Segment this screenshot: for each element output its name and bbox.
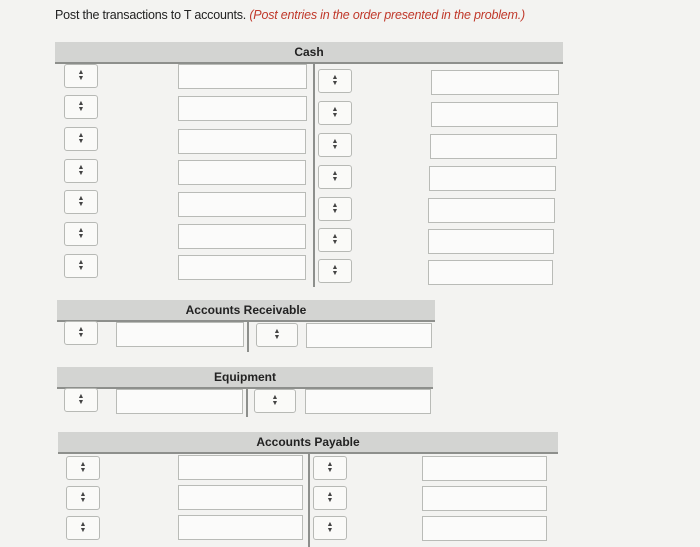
select-arrows-icon: ▲ ▼	[331, 74, 339, 87]
t-account-title: Cash	[55, 42, 563, 64]
credit-transaction-select[interactable]	[318, 197, 352, 221]
credit-transaction-select[interactable]	[318, 228, 352, 252]
credit-amount-input[interactable]	[431, 102, 558, 127]
select-arrows-icon: ▲ ▼	[77, 326, 85, 339]
credit-transaction-select[interactable]	[313, 456, 347, 480]
debit-transaction-select[interactable]	[64, 127, 98, 151]
select-arrows-icon: ▲ ▼	[77, 227, 85, 240]
select-arrows-icon: ▲ ▼	[77, 393, 85, 406]
debit-amount-input[interactable]	[178, 96, 307, 121]
debit-amount-input[interactable]	[178, 485, 303, 510]
instructions-hint: (Post entries in the order presented in the problem.)	[249, 8, 526, 22]
credit-amount-input[interactable]	[305, 389, 431, 414]
select-arrows-icon: ▲ ▼	[331, 264, 339, 277]
debit-transaction-select[interactable]	[64, 95, 98, 119]
t-account-divider	[247, 322, 249, 352]
select-arrows-icon: ▲ ▼	[77, 100, 85, 113]
t-account-divider	[246, 389, 248, 417]
credit-amount-input[interactable]	[428, 229, 554, 254]
credit-amount-input[interactable]	[428, 198, 555, 223]
debit-amount-input[interactable]	[178, 255, 306, 280]
debit-transaction-select[interactable]	[66, 486, 100, 510]
debit-amount-input[interactable]	[178, 455, 303, 480]
debit-amount-input[interactable]	[178, 224, 306, 249]
credit-transaction-select[interactable]	[254, 389, 296, 413]
select-arrows-icon: ▲ ▼	[77, 195, 85, 208]
debit-transaction-select[interactable]	[66, 456, 100, 480]
t-account-title: Equipment	[57, 367, 433, 389]
select-arrows-icon: ▲ ▼	[331, 233, 339, 246]
select-arrows-icon: ▲ ▼	[331, 170, 339, 183]
select-arrows-icon: ▲ ▼	[79, 521, 87, 534]
instructions	[55, 8, 525, 22]
debit-transaction-select[interactable]	[64, 64, 98, 88]
debit-transaction-select[interactable]	[64, 254, 98, 278]
credit-amount-input[interactable]	[428, 260, 553, 285]
select-arrows-icon: ▲ ▼	[326, 461, 334, 474]
select-arrows-icon: ▲ ▼	[77, 164, 85, 177]
select-arrows-icon: ▲ ▼	[77, 132, 85, 145]
t-account-title: Accounts Receivable	[57, 300, 435, 322]
debit-transaction-select[interactable]	[64, 159, 98, 183]
debit-amount-input[interactable]	[178, 64, 307, 89]
select-arrows-icon: ▲ ▼	[271, 394, 279, 407]
credit-transaction-select[interactable]	[318, 165, 352, 189]
select-arrows-icon: ▲ ▼	[331, 106, 339, 119]
select-arrows-icon: ▲ ▼	[331, 138, 339, 151]
select-arrows-icon: ▲ ▼	[77, 259, 85, 272]
credit-amount-input[interactable]	[422, 486, 547, 511]
credit-amount-input[interactable]	[431, 70, 559, 95]
select-arrows-icon: ▲ ▼	[77, 69, 85, 82]
t-account-divider	[313, 64, 315, 287]
select-arrows-icon: ▲ ▼	[79, 491, 87, 504]
debit-amount-input[interactable]	[178, 160, 306, 185]
select-arrows-icon: ▲ ▼	[326, 521, 334, 534]
credit-amount-input[interactable]	[306, 323, 432, 348]
debit-amount-input[interactable]	[116, 322, 244, 347]
debit-amount-input[interactable]	[178, 129, 306, 154]
credit-transaction-select[interactable]	[318, 101, 352, 125]
debit-transaction-select[interactable]	[64, 321, 98, 345]
select-arrows-icon: ▲ ▼	[79, 461, 87, 474]
credit-amount-input[interactable]	[422, 456, 547, 481]
debit-transaction-select[interactable]	[66, 516, 100, 540]
debit-transaction-select[interactable]	[64, 222, 98, 246]
debit-amount-input[interactable]	[178, 192, 306, 217]
debit-transaction-select[interactable]	[64, 190, 98, 214]
credit-transaction-select[interactable]	[318, 133, 352, 157]
debit-amount-input[interactable]	[178, 515, 303, 540]
credit-amount-input[interactable]	[430, 134, 557, 159]
credit-transaction-select[interactable]	[318, 259, 352, 283]
credit-amount-input[interactable]	[422, 516, 547, 541]
credit-transaction-select[interactable]	[313, 486, 347, 510]
select-arrows-icon: ▲ ▼	[326, 491, 334, 504]
select-arrows-icon: ▲ ▼	[331, 202, 339, 215]
debit-amount-input[interactable]	[116, 389, 243, 414]
instructions-text: Post the transactions to T accounts.	[55, 8, 250, 22]
t-account-title: Accounts Payable	[58, 432, 558, 454]
select-arrows-icon: ▲ ▼	[273, 328, 281, 341]
credit-transaction-select[interactable]	[318, 69, 352, 93]
credit-amount-input[interactable]	[429, 166, 556, 191]
debit-transaction-select[interactable]	[64, 388, 98, 412]
credit-transaction-select[interactable]	[313, 516, 347, 540]
credit-transaction-select[interactable]	[256, 323, 298, 347]
t-account-divider	[308, 454, 310, 547]
